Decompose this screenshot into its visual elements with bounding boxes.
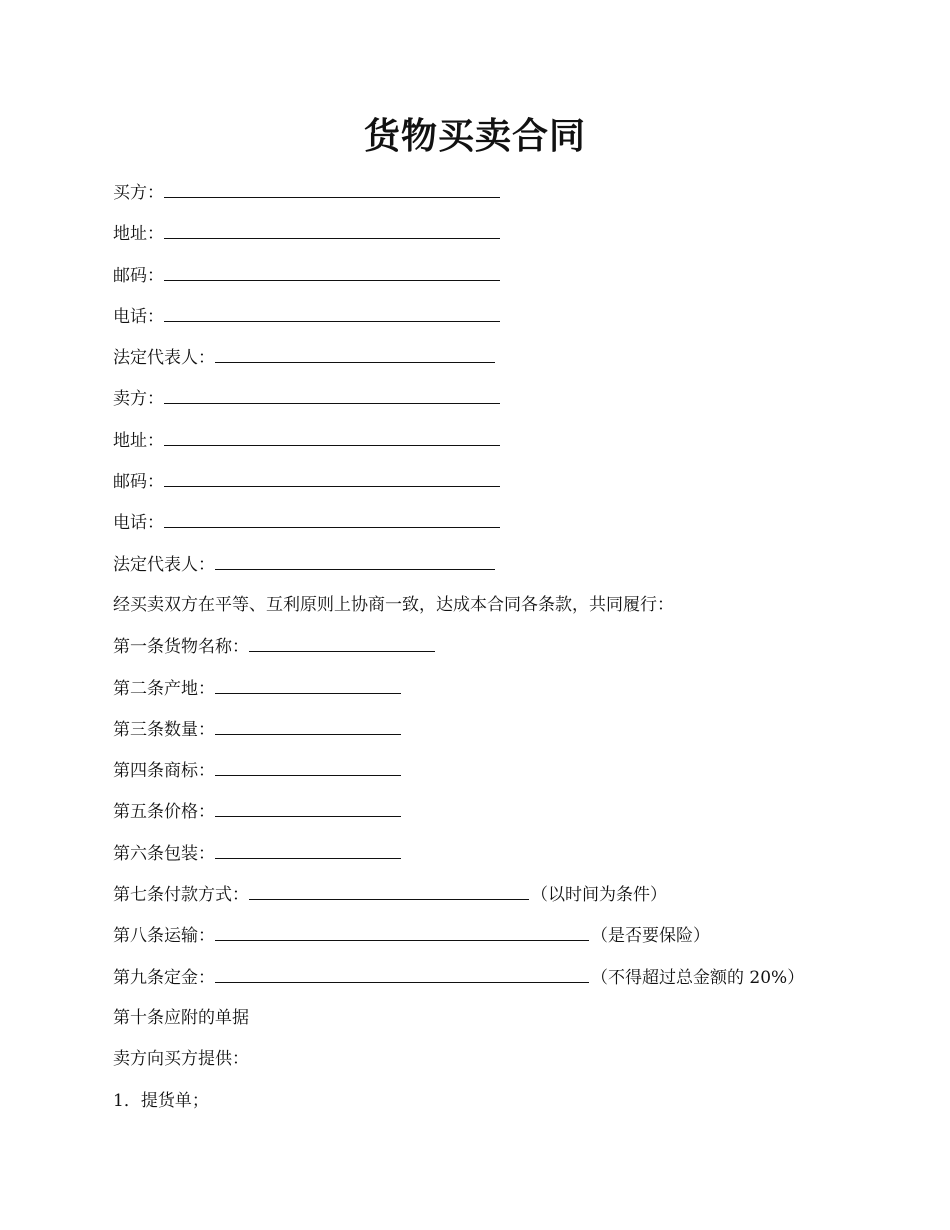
article-8-blank [215, 921, 589, 941]
buyer-postcode-label: 邮码： [113, 265, 164, 286]
article-8-line [113, 921, 853, 962]
article-2-blank [215, 674, 401, 694]
buyer-postcode-line [113, 261, 853, 302]
seller-representative-blank [215, 550, 495, 570]
buyer-representative-label: 法定代表人： [113, 348, 215, 369]
buyer-phone-blank [164, 302, 500, 322]
article-7-line [113, 880, 853, 921]
seller-representative-line [113, 550, 853, 591]
article-4-blank [215, 756, 401, 776]
article-3-blank [215, 715, 401, 735]
buyer-representative-line [113, 343, 853, 384]
buyer-address-label: 地址： [113, 224, 164, 245]
article-9-blank [215, 963, 589, 983]
list-item-bill-of-lading: 1．提货单； [113, 1090, 209, 1111]
preamble: 经买卖双方在平等、互利原则上协商一致，达成本合同各条款，共同履行： [113, 594, 674, 615]
buyer-party-line [113, 178, 853, 219]
seller-postcode-label: 邮码： [113, 472, 164, 493]
seller-phone-blank [164, 508, 500, 528]
seller-phone-line [113, 508, 853, 549]
article-3-label: 第三条数量： [113, 719, 215, 740]
article-9-label: 第九条定金： [113, 967, 215, 988]
seller-party-label: 卖方： [113, 389, 164, 410]
article-7-label: 第七条付款方式： [113, 885, 249, 906]
article-6-label: 第六条包装： [113, 843, 215, 864]
seller-address-blank [164, 426, 500, 446]
buyer-phone-line [113, 302, 853, 343]
article-5-line [113, 797, 853, 838]
seller-address-label: 地址： [113, 430, 164, 451]
article-9-line [113, 963, 853, 1004]
article-8-note: （是否要保险） [591, 926, 710, 947]
seller-phone-label: 电话： [113, 513, 164, 534]
article-3-line [113, 715, 853, 756]
article-4-label: 第四条商标： [113, 761, 215, 782]
article-2-label: 第二条产地： [113, 678, 215, 699]
article-2-line [113, 674, 853, 715]
seller-provides-line: 卖方向买方提供： [113, 1049, 249, 1070]
article-5-label: 第五条价格： [113, 802, 215, 823]
article-1-line [113, 632, 853, 673]
article-1-label: 第一条货物名称： [113, 637, 249, 658]
article-4-line [113, 756, 853, 797]
article-1-blank [249, 632, 435, 652]
seller-postcode-blank [164, 467, 500, 487]
article-8-label: 第八条运输： [113, 926, 215, 947]
buyer-party-blank [164, 178, 500, 198]
seller-address-line [113, 426, 853, 467]
document-title: 货物买卖合同 [363, 115, 586, 157]
seller-postcode-line [113, 467, 853, 508]
buyer-address-blank [164, 219, 500, 239]
article-5-blank [215, 797, 401, 817]
buyer-party-label: 买方： [113, 183, 164, 203]
buyer-representative-blank [215, 343, 495, 363]
article-6-line [113, 839, 853, 880]
article-7-note: （以时间为条件） [531, 885, 667, 906]
seller-party-blank [164, 384, 500, 404]
seller-party-line [113, 384, 853, 425]
article-7-blank [249, 880, 529, 900]
article-6-blank [215, 839, 401, 859]
buyer-phone-label: 电话： [113, 306, 164, 327]
buyer-address-line [113, 219, 853, 260]
article-10-heading: 第十条应附的单据 [113, 1007, 249, 1028]
contract-body [113, 178, 853, 1128]
seller-representative-label: 法定代表人： [113, 554, 215, 575]
buyer-postcode-blank [164, 261, 500, 281]
article-9-note: （不得超过总金额的 20%） [591, 967, 805, 988]
